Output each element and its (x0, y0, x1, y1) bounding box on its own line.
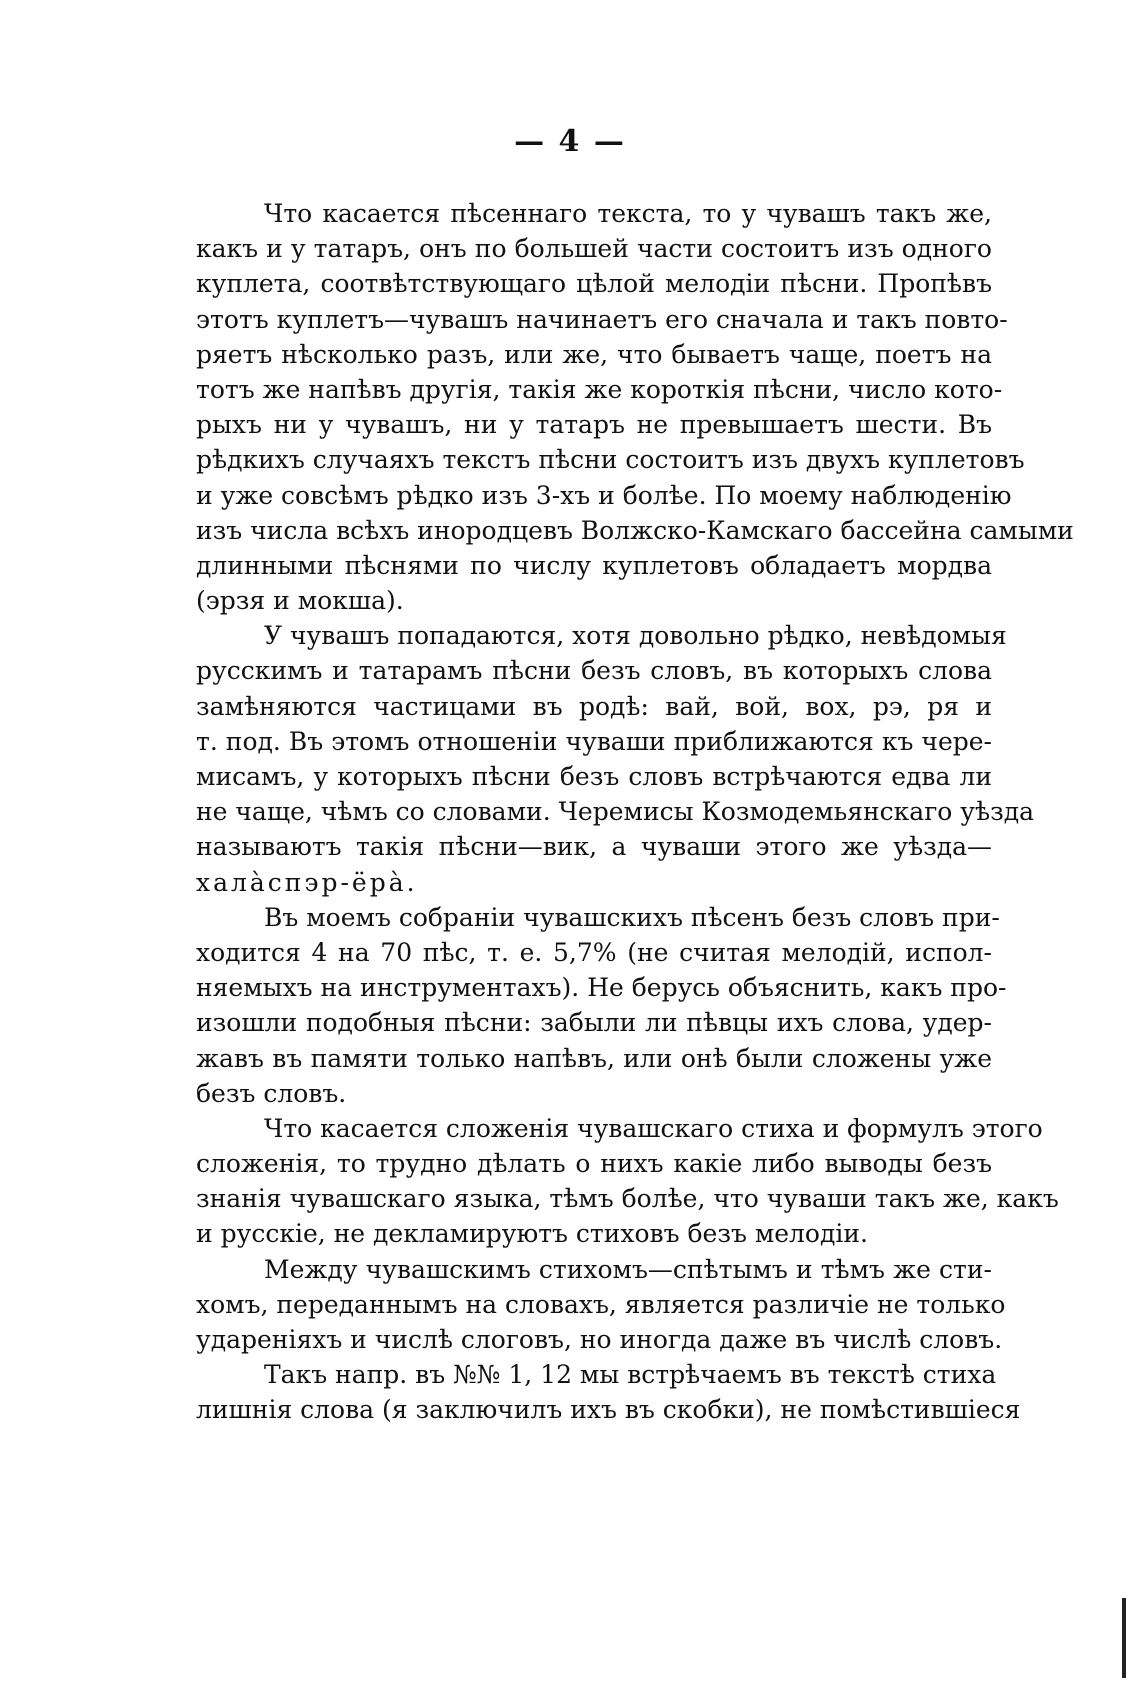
paragraph-5 (196, 1252, 1006, 1358)
text-line: ходится 4 на 70 пѣс, т. е. 5,7% (не считая мелодій, испол- (196, 937, 992, 967)
text-line: изъ числа всѣхъ инородцевъ Волжско-Камскаго бассейна самыми (196, 515, 1074, 545)
text-line: рѣдкихъ случаяхъ текстъ пѣсни состоитъ изъ двухъ куплетовъ (196, 445, 1025, 475)
text-line: безъ словъ. (196, 1078, 347, 1108)
text-line: халàспэр-ёрà. (196, 867, 418, 897)
text-line: русскимъ и татарамъ пѣсни безъ словъ, въ которыхъ слова (196, 656, 992, 686)
text-line: какъ и у татаръ, онъ по большей части состоитъ изъ одного (196, 234, 992, 264)
text-line: Что касается пѣсеннаго текста, то у чувашъ такъ же, (264, 199, 992, 228)
scan-edge-mark (1122, 1598, 1126, 1678)
text-line: не чаще, чѣмъ со словами. Черемисы Козмодемьянскаго уѣзда (196, 797, 1035, 827)
text-line: и уже совсѣмъ рѣдко изъ 3-хъ и болѣе. По моему наблюденію (196, 480, 1012, 510)
text-line: лишнія слова (я заключилъ ихъ въ скобки), не помѣстившіеся (196, 1395, 1021, 1425)
body-text (196, 196, 1074, 1428)
text-line: куплета, соотвѣтствующаго цѣлой мелодіи пѣсни. Пропѣвъ (196, 269, 992, 299)
text-line: т. под. Въ этомъ отношеніи чуваши приближаются къ чере- (196, 726, 992, 756)
text-line: няемыхъ на инструментахъ). Не берусь объяснить, какъ про- (196, 973, 1007, 1003)
paragraph-6 (196, 1357, 1021, 1427)
paragraph-1 (196, 196, 1074, 618)
text-line: изошли подобныя пѣсни: забыли ли пѣвцы ихъ слова, удер- (196, 1008, 992, 1038)
text-line: жавъ въ памяти только напѣвъ, или онѣ были сложены уже (196, 1043, 992, 1073)
text-line: сложенія, то трудно дѣлать о нихъ какіе либо выводы безъ (196, 1149, 992, 1179)
text-line: хомъ, переданнымъ на словахъ, является различіе не только (196, 1289, 1006, 1319)
text-line: Между чувашскимъ стихомъ—спѣтымъ и тѣмъ же сти- (264, 1254, 992, 1284)
text-line: (эрзя и мокша). (196, 586, 404, 616)
text-line: этотъ куплетъ—чувашъ начинаетъ его сначала и такъ повто- (196, 304, 1008, 334)
paragraph-3 (196, 900, 1007, 1111)
text-line: рыхъ ни у чувашъ, ни у татаръ не превышаетъ шести. Въ (196, 410, 992, 440)
text-line: ряетъ нѣсколько разъ, или же, что бываетъ чаще, поетъ на (196, 339, 992, 369)
text-line: называютъ такія пѣсни—вик, а чуваши этого же уѣзда— (196, 832, 992, 862)
text-line: тотъ же напѣвъ другія, такія же короткія пѣсни, число кото- (196, 374, 1003, 404)
text-line: У чувашъ попадаются, хотя довольно рѣдко, невѣдомыя (264, 621, 1007, 651)
page-number: — 4 — (514, 124, 626, 159)
text-line: и русскіе, не декламируютъ стиховъ безъ мелодіи. (196, 1219, 868, 1249)
paragraph-4 (196, 1111, 1059, 1252)
text-line: удареніяхъ и числѣ слоговъ, но иногда даже въ числѣ словъ. (196, 1325, 1003, 1354)
paragraph-2 (196, 618, 1035, 900)
text-line: замѣняются частицами въ родѣ: вай, вой, вох, рэ, ря и (196, 691, 992, 721)
text-line: Такъ напр. въ №№ 1, 12 мы встрѣчаемъ въ текстѣ стиха (264, 1360, 997, 1390)
text-line: мисамъ, у которыхъ пѣсни безъ словъ встрѣчаются едва ли (196, 762, 992, 791)
text-line: Что касается сложенія чувашскаго стиха и формулъ этого (264, 1113, 1043, 1143)
text-line: длинными пѣснями по числу куплетовъ обладаетъ мордва (196, 550, 992, 580)
text-line: Въ моемъ собраніи чувашскихъ пѣсенъ безъ словъ при- (264, 902, 1000, 932)
text-line: знанія чувашскаго языка, тѣмъ болѣе, что чуваши такъ же, какъ (196, 1184, 1059, 1214)
